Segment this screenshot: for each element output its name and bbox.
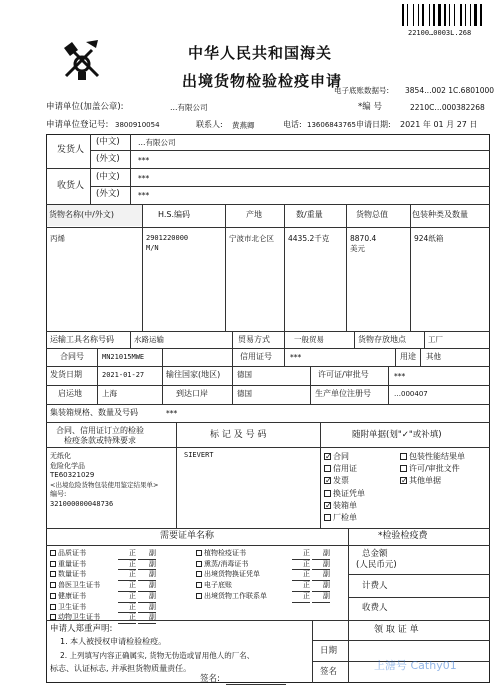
- checkbox[interactable]: [324, 477, 331, 484]
- container-value: ***: [166, 409, 178, 418]
- receive-sign-label: 签名: [320, 667, 338, 677]
- doc-item-label: 信用证: [333, 464, 357, 474]
- port-label: 启运地: [58, 389, 82, 398]
- storage-label: 货物存放地点: [358, 335, 406, 344]
- cert-copy-label: 副: [138, 592, 156, 603]
- e-number-value: 3854…002 1C.6801000: [405, 86, 495, 95]
- producer-value: …000407: [394, 390, 428, 398]
- barcode-bar: [480, 4, 482, 26]
- checkbox[interactable]: [400, 465, 407, 472]
- cert-item[interactable]: [196, 581, 346, 592]
- total-label: 总金额: [362, 549, 388, 559]
- doc-item-label: 换证凭单: [333, 488, 365, 498]
- applicant-value: …有限公司: [170, 103, 208, 112]
- declaration-line1: 1. 本人被授权申请检验检疫。: [60, 637, 167, 646]
- shipper-en-label: (外文): [96, 154, 120, 164]
- lc-value: ***: [290, 353, 302, 362]
- doc-item[interactable]: [400, 463, 465, 475]
- barcode-bar: [418, 4, 419, 26]
- contact-value: 黄燕卿: [232, 121, 255, 130]
- checkbox[interactable]: [400, 453, 407, 460]
- terms-text: [50, 452, 174, 509]
- cert-item[interactable]: [50, 549, 178, 560]
- cert-item[interactable]: [196, 570, 346, 581]
- serial-value: 2210C…000382268: [410, 103, 485, 112]
- dest-country-label: 输往国家(地区): [166, 370, 221, 379]
- cert-item-label: 卫生证书: [58, 602, 86, 611]
- checkbox[interactable]: [50, 614, 56, 620]
- checkbox[interactable]: [324, 514, 331, 521]
- container-label: 集装箱规格、数量及号码: [50, 408, 138, 417]
- phone-label: 电话:: [283, 120, 302, 129]
- cert-original-label: 正: [118, 603, 136, 614]
- marks-text: SIEVERT: [184, 451, 214, 459]
- e-number-label: 电子底账数据号:: [334, 86, 390, 95]
- cert-copy-label: 副: [138, 570, 156, 581]
- barcode-bar: [429, 4, 430, 26]
- docs-left-list: [324, 451, 365, 524]
- cert-copy-label: 副: [312, 560, 330, 571]
- cert-copy-label: 副: [138, 549, 156, 560]
- doc-item-label: 合同: [333, 452, 349, 461]
- cert-copy-label: 副: [312, 570, 330, 581]
- dest-country-value: 德国: [237, 370, 252, 379]
- doc-item[interactable]: [324, 463, 365, 475]
- consignee-cn-value: ***: [138, 174, 150, 183]
- docs-label: 随附单据(划"✓"或补填): [352, 430, 442, 440]
- goods-col-origin: 产地: [246, 210, 262, 219]
- doc-item[interactable]: [324, 500, 365, 512]
- cert-original-label: 正: [118, 560, 136, 571]
- cert-copy-label: 副: [138, 581, 156, 592]
- use-value: 其他: [426, 352, 441, 361]
- applicant-label: 申请单位(加盖公章):: [46, 102, 124, 112]
- cert-item-label: 熏蒸/消毒证书: [204, 559, 249, 568]
- goods-hs-code: 2901220000: [146, 234, 189, 242]
- cert-item-label: 健康证书: [58, 591, 86, 600]
- reg-label: 申请单位登记号:: [46, 120, 109, 130]
- cert-original-label: 正: [292, 549, 310, 560]
- port-value: 上海: [102, 389, 117, 398]
- barcode-bar: [465, 4, 466, 26]
- shipper-cn-label: (中文): [96, 137, 120, 147]
- cert-original-label: 正: [292, 581, 310, 592]
- certs-right-list: [196, 549, 346, 603]
- contact-label: 联系人:: [196, 120, 223, 129]
- barcode-bar: [470, 4, 471, 26]
- fee-header: *检验检疫费: [378, 531, 428, 541]
- consignee-en-label: (外文): [96, 189, 120, 199]
- goods-origin: 宁波市北仑区: [229, 234, 274, 243]
- terms-label-line2: 检疫条款或特殊要求: [64, 436, 136, 445]
- doc-item-label: 许可/审批文件: [409, 464, 460, 474]
- checkbox[interactable]: [196, 593, 202, 599]
- barcode: [402, 4, 492, 26]
- doc-item-label: 发票: [333, 476, 349, 486]
- checkbox[interactable]: [50, 571, 56, 577]
- checkbox[interactable]: [400, 477, 407, 484]
- storage-value: 工厂: [428, 335, 443, 344]
- certs-header: 需要证单名称: [160, 531, 215, 541]
- checkbox[interactable]: [50, 604, 56, 610]
- docs-right-list: [400, 451, 465, 488]
- cert-item[interactable]: [50, 560, 178, 571]
- cert-item[interactable]: [50, 581, 178, 592]
- cert-item[interactable]: [50, 603, 178, 614]
- goods-col-value: 货物总值: [356, 210, 388, 219]
- checkbox[interactable]: [324, 502, 331, 509]
- declaration-line3: 标志、认证标志, 并承担货物质量责任。: [50, 664, 192, 673]
- receive-label: 领 取 证 单: [374, 625, 419, 635]
- reg-value: 3800910054: [115, 121, 160, 129]
- cert-original-label: 正: [118, 570, 136, 581]
- terms-line: 编号:: [50, 490, 67, 498]
- cert-original-label: 正: [292, 570, 310, 581]
- lc-label: 信用证号: [240, 352, 272, 361]
- contract-label: 合同号: [60, 352, 84, 361]
- barcode-bar: [433, 4, 435, 26]
- terms-line: 321000000048736: [50, 499, 114, 508]
- barcode-bar: [413, 4, 414, 26]
- goods-hs-code-note: M/N: [146, 244, 159, 252]
- trade-value: 一般贸易: [294, 335, 324, 344]
- goods-pkg: 924纸箱: [414, 234, 444, 243]
- barcode-bar: [454, 4, 455, 26]
- cert-copy-label: 副: [312, 549, 330, 560]
- cert-copy-label: 副: [312, 592, 330, 603]
- cert-original-label: 正: [292, 560, 310, 571]
- barcode-bar: [444, 4, 446, 26]
- cert-item-label: 兽医卫生证书: [58, 581, 100, 590]
- doc-item-label: 装箱单: [333, 500, 357, 510]
- goods-col-hs: H.S.编码: [158, 210, 191, 219]
- checkbox[interactable]: [50, 550, 56, 556]
- checkbox[interactable]: [50, 582, 56, 588]
- doc-item-label: 厂检单: [333, 513, 357, 523]
- doc-item[interactable]: [324, 488, 365, 500]
- watermark: 上溏号 Cathy01: [374, 659, 457, 672]
- calc-label: 计费人: [362, 581, 388, 591]
- cert-copy-label: 副: [138, 603, 156, 614]
- terms-line: <出境危险货物包装使用鉴定结果单>: [50, 480, 159, 489]
- trade-label: 贸易方式: [238, 335, 270, 344]
- goods-col-qty: 数/重量: [296, 210, 323, 219]
- doc-item[interactable]: [400, 475, 465, 487]
- barcode-bar: [449, 4, 450, 26]
- cert-item-label: 动物卫生证书: [58, 613, 100, 622]
- receive-date-label: 日期: [320, 646, 338, 656]
- cert-item[interactable]: [50, 613, 178, 624]
- goods-qty: 4435.2千克: [288, 234, 330, 243]
- barcode-bar: [460, 4, 462, 26]
- doc-item[interactable]: [324, 451, 365, 463]
- doc-item[interactable]: [324, 512, 365, 524]
- customs-emblem-icon: [58, 36, 106, 84]
- ship-date-value: 2021-01-27: [102, 371, 145, 379]
- permit-value: ***: [394, 372, 406, 381]
- collect-label: 收费人: [362, 603, 388, 613]
- cert-original-label: 正: [292, 592, 310, 603]
- cert-item[interactable]: [196, 560, 346, 571]
- goods-col-name: 货物名称(中/外文): [49, 210, 114, 219]
- shipper-en-value: ***: [138, 156, 150, 165]
- cert-copy-label: 副: [138, 613, 156, 624]
- sign-label: 签名:: [200, 674, 220, 684]
- doc-item-label: 其他单据: [409, 476, 441, 486]
- cert-item[interactable]: [196, 549, 346, 560]
- cert-item[interactable]: [196, 592, 346, 603]
- cert-item-label: 数量证书: [58, 570, 86, 579]
- conveyance-value: 水路运输: [134, 335, 164, 344]
- checkbox[interactable]: [196, 571, 202, 577]
- consignee-label: 收货人: [57, 181, 85, 191]
- checkbox[interactable]: [196, 561, 202, 567]
- permit-label: 许可证/审批号: [318, 370, 369, 379]
- date-value: 2021 年 01 月 27 日: [400, 120, 478, 129]
- barcode-bar: [402, 4, 404, 26]
- producer-label: 生产单位注册号: [315, 389, 371, 398]
- checkbox[interactable]: [50, 561, 56, 567]
- date-label: 申请日期:: [356, 120, 391, 129]
- page-title-line2: 出境货物检验检疫申请: [182, 72, 343, 90]
- consignee-en-value: ***: [138, 191, 150, 200]
- shipper-label: 发货人: [57, 145, 85, 155]
- barcode-bar: [407, 4, 408, 26]
- doc-item[interactable]: [400, 451, 465, 463]
- cert-original-label: 正: [118, 613, 136, 624]
- contract-value: MN21015MWE: [102, 353, 145, 361]
- conveyance-label: 运输工具名称号码: [50, 335, 114, 344]
- cert-copy-label: 副: [312, 581, 330, 592]
- page-title-line1: 中华人民共和国海关: [188, 44, 333, 62]
- arrival-label: 到达口岸: [176, 389, 208, 398]
- cert-copy-label: 副: [138, 560, 156, 571]
- cert-item[interactable]: [50, 570, 178, 581]
- declaration-title: 申请人郑重声明:: [50, 624, 113, 634]
- use-label: 用途: [400, 352, 416, 361]
- checkbox[interactable]: [50, 593, 56, 599]
- cert-item-label: 出境货物工作联系单: [204, 591, 267, 600]
- checkbox[interactable]: [324, 453, 331, 460]
- shipper-cn-value: …有限公司: [138, 138, 176, 147]
- doc-item[interactable]: [324, 475, 365, 487]
- barcode-number: 22100…0003L.268: [408, 29, 472, 37]
- goods-value-currency: 美元: [350, 244, 365, 253]
- serial-label: *编 号: [358, 102, 382, 112]
- total-label-unit: (人民币元): [356, 560, 397, 570]
- checkbox[interactable]: [196, 582, 202, 588]
- cert-original-label: 正: [118, 592, 136, 603]
- checkbox[interactable]: [324, 465, 331, 472]
- goods-col-pkg: 包装种类及数量: [412, 210, 468, 219]
- checkbox[interactable]: [324, 490, 331, 497]
- declaration-line2: 2. 上列填写内容正确属实, 货物无伪造或冒用他人的厂名、: [60, 651, 255, 660]
- marks-label: 标 记 及 号 码: [210, 430, 267, 440]
- terms-line: TE60321029: [50, 471, 95, 479]
- consignee-cn-label: (中文): [96, 172, 120, 182]
- cert-original-label: 正: [118, 549, 136, 560]
- terms-label-line1: 合同、信用证订立的检验: [56, 426, 144, 435]
- cert-original-label: 正: [118, 581, 136, 592]
- goods-name: 丙烯: [50, 234, 65, 243]
- cert-item-label: 重量证书: [58, 559, 86, 568]
- cert-item-label: 植物检疫证书: [204, 549, 246, 557]
- terms-line: 危险化学品: [50, 461, 85, 470]
- cert-item[interactable]: [50, 592, 178, 603]
- terms-line: 无纸化: [50, 452, 71, 460]
- ship-date-label: 发货日期: [50, 370, 82, 379]
- checkbox[interactable]: [196, 550, 202, 556]
- arrival-value: 德国: [237, 389, 252, 398]
- barcode-bar: [438, 4, 441, 26]
- cert-item-label: 电子底账: [204, 581, 232, 590]
- goods-value: 8870.4: [350, 234, 377, 243]
- barcode-bar: [474, 4, 477, 26]
- cert-item-label: 出境货物换证凭单: [204, 570, 260, 579]
- certs-left-list: [50, 549, 178, 624]
- barcode-bar: [422, 4, 424, 26]
- cert-item-label: 品质证书: [58, 549, 86, 557]
- phone-value: 13606843765: [307, 121, 356, 129]
- doc-item-label: 包装性能结果单: [409, 452, 465, 461]
